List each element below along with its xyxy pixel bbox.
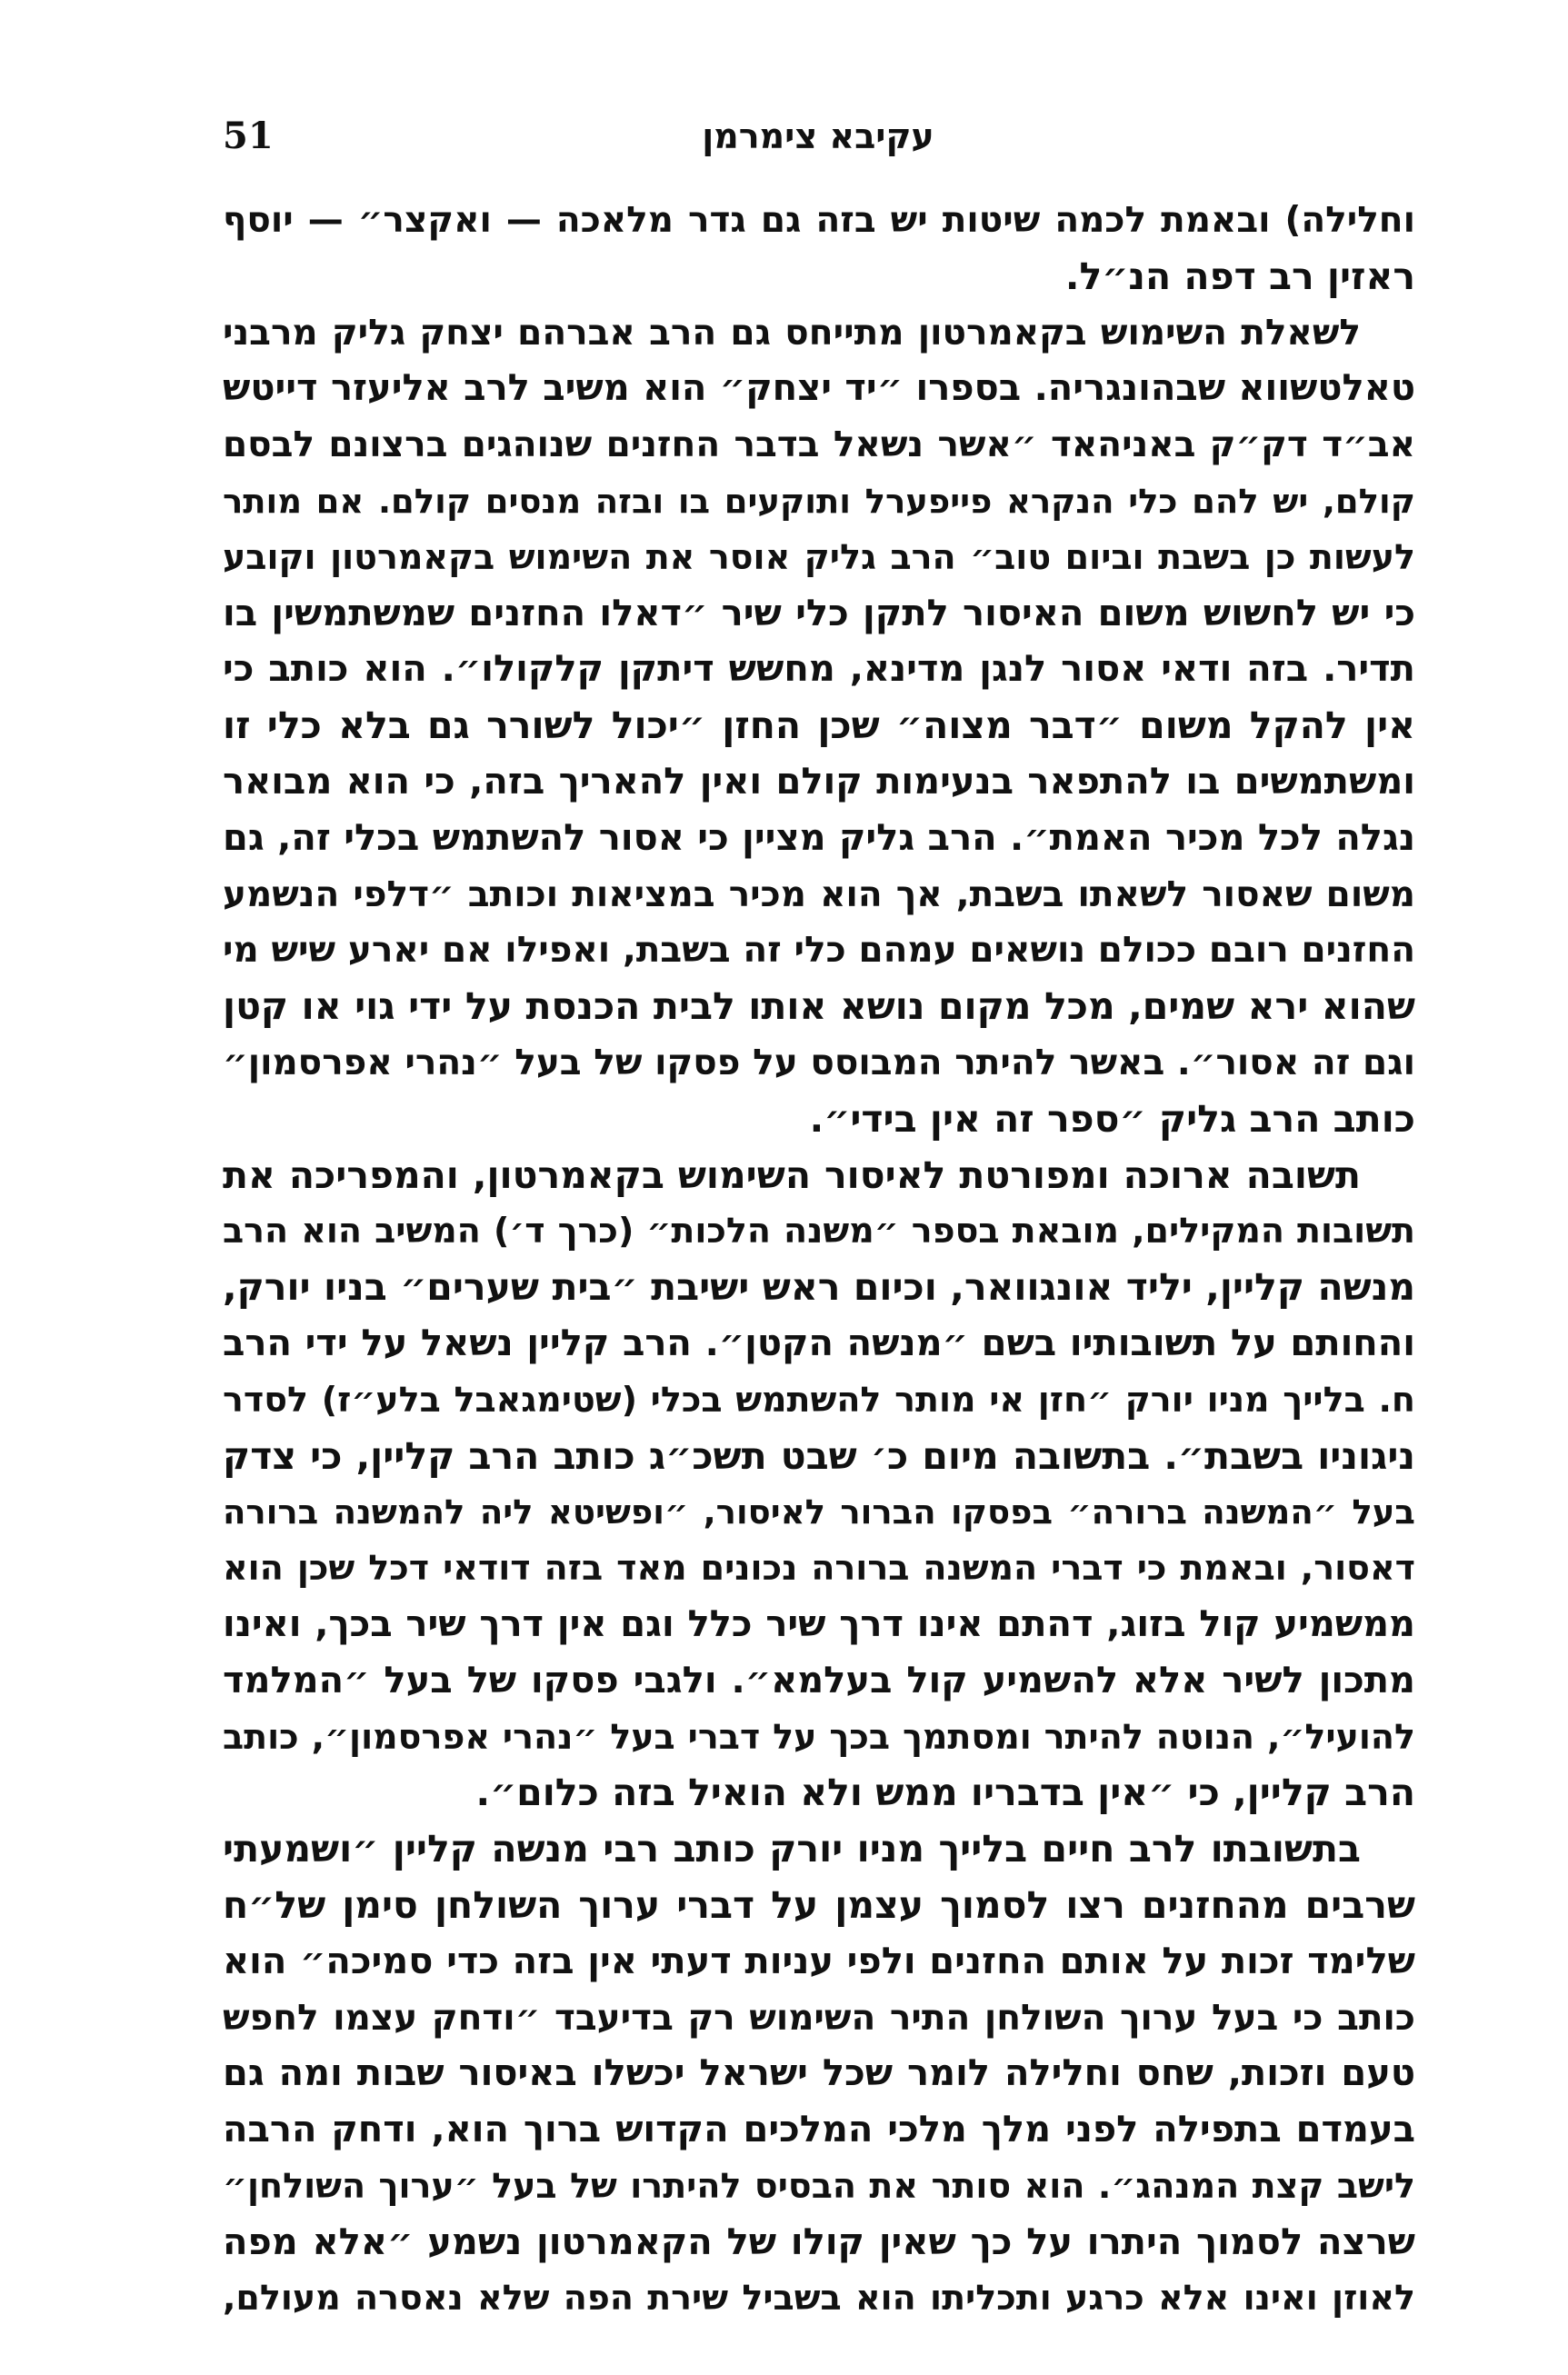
- text-line: לעשות כן בשבת וביום טוב״ הרב גליק אוסר את השימוש בקאמרטון וקובע: [223, 536, 1415, 577]
- text-line: תדיר. בזה ודאי אסור לנגן מדינא, מחשש דיתקן קלקולו״. הוא כותב כי: [223, 648, 1415, 691]
- text-line: הרב קליין, כי ״אין בדבריו ממש ולא הואיל בזה כלום״.: [475, 1771, 1415, 1815]
- text-line: כי יש לחשוש משום האיסור לתקן כלי שיר ״דאלו החזנים שמשתמשין בו: [223, 592, 1415, 634]
- text-line: משום שאסור לשאתו בשבת, אך הוא מכיר במציאות וכותב ״דלפי הנשמע: [223, 873, 1415, 915]
- text-line: בעמדם בתפילה לפני מלך מלכי המלכים הקדוש ברוך הוא, ודחק הרבה: [223, 2109, 1415, 2151]
- text-line: תשובה ארוכה ומפורטת לאיסור השימוש בקאמרטון, והמפריכה את: [223, 1153, 1361, 1197]
- text-line: בתשובתו לרב חיים בלייך מניו יורק כותב רבי מנשה קליין ״ושמעתי: [223, 1827, 1361, 1871]
- text-line: שרבים מהחזנים רצו לסמוך עצמן על דברי ערוך השולחן סימן של״ח: [223, 1882, 1415, 1927]
- text-line: טעם וזכות, שחס וחלילה לומר שכל ישראל יכשלו באיסור שבות ומה גם: [223, 2052, 1415, 2095]
- text-line: החזנים רובם ככולם נושאים עמהם כלי זה בשבת, ואפילו אם יארע שיש מי: [223, 930, 1415, 972]
- text-line: והחותם על תשובותיו בשם ״מנשה הקטן״. הרב קליין נשאל על ידי הרב: [223, 1322, 1415, 1364]
- text-line: מתכון לשיר אלא להשמיע קול בעלמא״. ולגבי פסקו של בעל ״המלמד: [223, 1659, 1415, 1701]
- text-line: נגלה לכל מכיר האמת״. הרב גליק מציין כי אסור להשתמש בכלי זה, גם: [223, 816, 1415, 859]
- body-text: [223, 193, 1415, 2327]
- text-line: תשובות המקילים, מובאת בספר ״משנה הלכות״ (כרך ד׳) המשיב הוא הרב: [223, 1211, 1415, 1252]
- text-line: שרצה לסמוך היתרו על כך שאין קולו של הקאמרטון נשמע ״אלא מפה: [223, 2220, 1415, 2263]
- text-line: ח. בלייך מניו יורק ״חזן אי מותר להשתמש בכלי (שטימגאבל בלע״ז) לסדר: [223, 1379, 1415, 1420]
- text-line: להועיל״, הנוטה להיתר ומסתמך בכך על דברי בעל ״נהרי אפרסמון״, כותב: [223, 1716, 1415, 1757]
- text-line: לשאלת השימוש בקאמרטון מתייחס גם הרב אברהם יצחק גליק מרבני: [223, 312, 1361, 354]
- text-line: דאסור, ובאמת כי דברי המשנה ברורה נכונים מאד בזה דודאי דכל שכן הוא: [223, 1548, 1415, 1589]
- text-line: אב״ד דק״ק באניהאד ״אשר נשאל בדבר החזנים שנוהגים ברצונם לבסם: [223, 424, 1415, 466]
- text-line: כותב הרב גליק ״ספר זה אין בידי״.: [809, 1096, 1415, 1141]
- text-line: טאלטשווא שבהונגריה. בספרו ״יד יצחק״ הוא משיב לרב אליעזר דייטש: [223, 367, 1415, 410]
- text-line: לישב קצת המנהג״. הוא סותר את הבסיס להיתרו של בעל ״ערוך השולחן״: [223, 2165, 1415, 2206]
- text-line: כותב כי בעל ערוך השולחן התיר השימוש רק בדיעבד ״ודחק עצמו לחפש: [223, 1997, 1415, 2039]
- text-line: ממשמיע קול בזוג, דהתם אינו דרך שיר כלל וגם אין דרך שיר בכך, ואינו: [223, 1602, 1415, 1645]
- text-line: ומשתמשים בו להתפאר בנעימות קולם ואין להאריך בזה, כי הוא מבואר: [223, 760, 1415, 803]
- text-line: מנשה קליין, יליד אונגוואר, וכיום ראש ישיבת ״בית שערים״ בניו יורק,: [223, 1265, 1415, 1310]
- text-line: ראזין רב דפה הנ״ל.: [1064, 254, 1415, 298]
- text-line: קולם, יש להם כלי הנקרא פייפערל ותוקעים בו ובזה מנסים קולם. אם מותר: [223, 481, 1415, 521]
- text-line: וגם זה אסור״. באשר להיתר המבוסס על פסקו של בעל ״נהרי אפרסמון״: [223, 1042, 1415, 1083]
- text-line: בעל ״המשנה ברורה״ בפסקו הברור לאיסור, ״ופשיטא ליה להמשנה ברורה: [223, 1492, 1415, 1532]
- running-head: עקיבא צימרמן: [702, 116, 934, 156]
- text-line: שלימד זכות על אותם החזנים ולפי עניות דעתי אין בזה כדי סמיכה״ הוא: [223, 1940, 1415, 1982]
- text-line: אין להקל משום ״דבר מצוה״ שכן החזן ״יכול לשורר גם בלא כלי זו: [223, 704, 1415, 748]
- text-line: ניגוניו בשבת״. בתשובה מיום כ׳ שבט תשכ״ג כותב הרב קליין, כי צדק: [223, 1433, 1415, 1478]
- page-header: [223, 107, 1413, 162]
- page-number: 51: [223, 115, 274, 157]
- text-line: שהוא ירא שמים, מכל מקום נושא אותו לבית הכנסת על ידי גוי או קטן: [223, 984, 1415, 1029]
- text-line: וחלילה) ובאמת לכמה שיטות יש בזה גם גדר מלאכה — ואקצר״ — יוסף: [223, 200, 1415, 241]
- text-line: לאוזן ואינו אלא כרגע ותכליתו הוא בשביל שירת הפה שלא נאסרה מעולם,: [223, 2278, 1415, 2319]
